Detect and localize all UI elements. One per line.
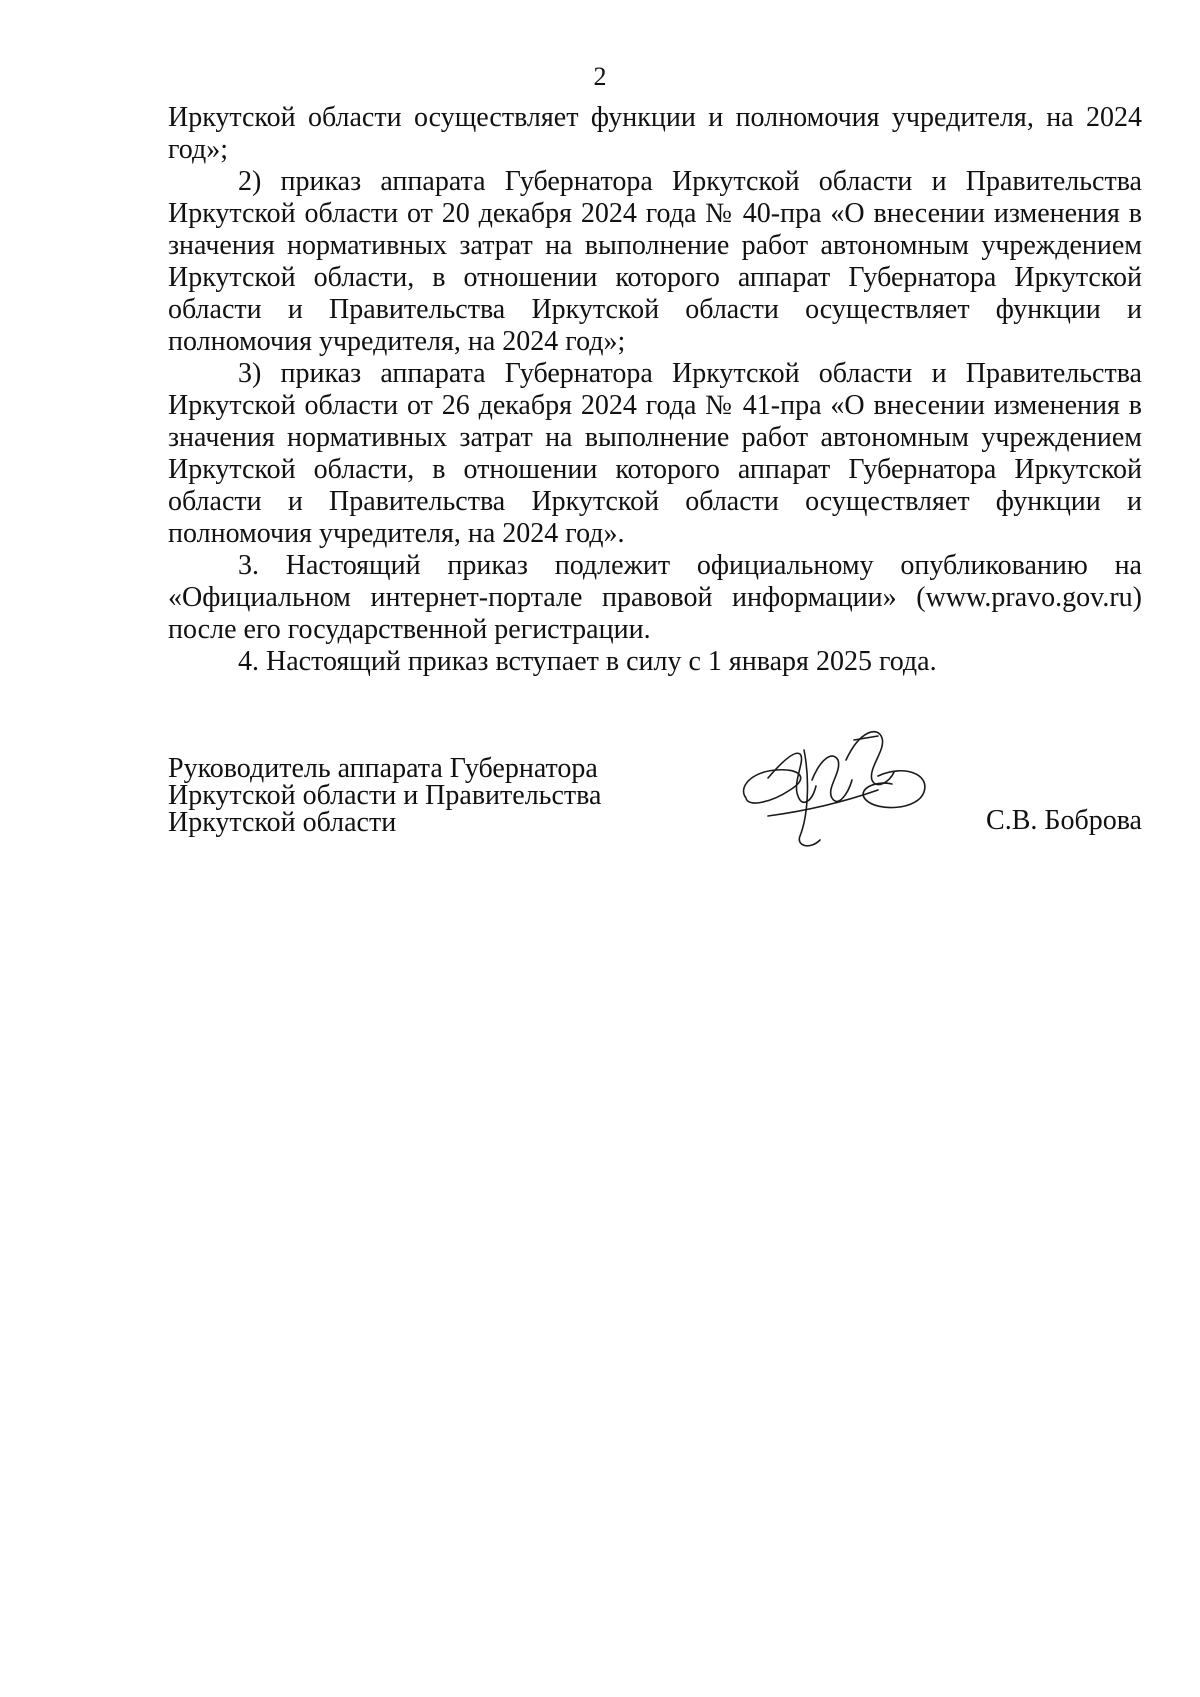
signer-position-line: Иркутской области и Правительства: [168, 780, 602, 811]
signer-position-line: Иркутской области: [168, 807, 397, 838]
signer-position-line: Руководитель аппарата Губернатора: [168, 753, 598, 784]
signer-name: С.В. Боброва: [986, 805, 1142, 836]
paragraph-continuation: Иркутской области осуществляет функции и полномочия учредителя, на 2024 год»;: [168, 102, 1142, 165]
handwritten-signature-icon: [728, 720, 938, 855]
paragraph-clause-4: 4. Настоящий приказ вступает в силу с 1 января 2025 года.: [238, 646, 937, 677]
paragraph-item-2: 2) приказ аппарата Губернатора Иркутской области и Правительства Иркутской области от 20 декабря 2024 года № 40-пра «О внесении изменения в значения нормативных затрат на выполнение работ автономным учреждением Иркутской области, в отношении которого аппарат Губернатора Иркутской области и Правительства Иркутской области осуществляет функции и полномочия учредителя, на 2024 год»;: [168, 166, 1142, 357]
signature-block: [168, 755, 1142, 865]
page-number: 2: [593, 62, 607, 91]
signer-position: [168, 755, 601, 836]
paragraph-clause-3: 3. Настоящий приказ подлежит официальному опубликованию на «Официальном интернет-портале правовой информации» (www.pravo.gov.ru) после его государственной регистрации.: [168, 550, 1142, 645]
document-body: [168, 102, 1142, 678]
paragraph-item-3: 3) приказ аппарата Губернатора Иркутской области и Правительства Иркутской области от 26 декабря 2024 года № 41-пра «О внесении изменения в значения нормативных затрат на выполнение работ автономным учреждением Иркутской области, в отношении которого аппарат Губернатора Иркутской области и Правительства Иркутской области осуществляет функции и полномочия учредителя, на 2024 год».: [168, 358, 1142, 549]
